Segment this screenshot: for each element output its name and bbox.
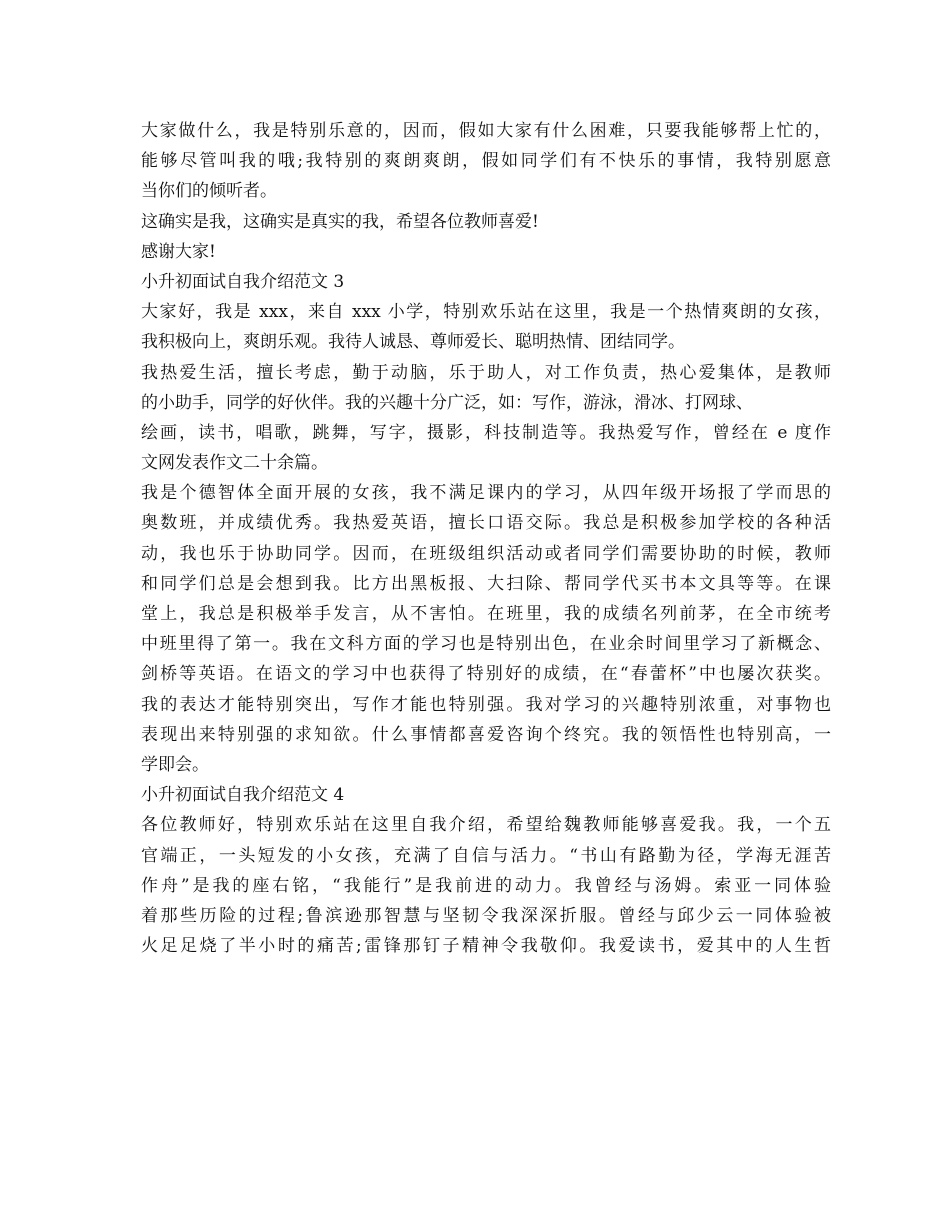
text-line: 堂上，我总是积极举手发言，从不害怕。在班里，我的成绩名列前茅，在全市统考	[141, 604, 831, 624]
text-line: 官端正，一头短发的小女孩，充满了自信与活力。“书山有路勤为径，学海无涯苦	[141, 845, 831, 866]
text-line: 剑桥等英语。在语文的学习中也获得了特别好的成绩，在“春蕾杯”中也屡次获奖。	[141, 664, 831, 685]
text-line: 各位教师好，特别欢乐站在这里自我介绍，希望给魏教师能够喜爱我。我，一个五	[141, 815, 831, 836]
text-line: 表现出来特别强的求知欲。什么事情都喜爱咨询个终究。我的领悟性也特别高，一	[141, 724, 831, 745]
text-line: 绘画，读书，唱歌，跳舞，写字，摄影，科技制造等。我热爱写作，曾经在 e 度作	[141, 422, 831, 443]
text-line: 着那些历险的过程;鲁滨逊那智慧与坚韧令我深深折服。曾经与邱少云一同体验被	[141, 905, 831, 926]
text-line: 我的表达才能特别突出，写作才能也特别强。我对学习的兴趣特别浓重，对事物也	[141, 694, 831, 715]
text-line: 的小助手，同学的好伙伴。我的兴趣十分广泛，如：写作，游泳，滑冰、打网球、	[141, 392, 753, 413]
text-line: 作舟”是我的座右铭，“我能行”是我前进的动力。我曾经与汤姆。索亚一同体验	[141, 875, 831, 896]
text-line: 和同学们总是会想到我。比方出黑板报、大扫除、帮同学代买书本文具等等。在课	[141, 573, 831, 594]
section-heading: 小升初面试自我介绍范文 3	[141, 271, 345, 292]
text-line: 中班里得了第一。我在文科方面的学习也是特别出色，在业余时间里学习了新概念、	[141, 634, 831, 655]
text-line: 我积极向上，爽朗乐观。我待人诚恳、尊师爱长、聪明热情、团结同学。	[141, 332, 685, 353]
text-line: 感谢大家!	[141, 241, 216, 262]
text-line: 文网发表作文二十余篇。	[141, 453, 328, 474]
text-line: 学即会。	[141, 754, 209, 775]
text-line: 火足足烧了半小时的痛苦;雷锋那钉子精神令我敬仰。我爱读书，爱其中的人生哲	[141, 936, 831, 957]
text-line: 大家做什么，我是特别乐意的，因而，假如大家有什么困难，只要我能够帮上忙的，	[141, 121, 831, 141]
text-line: 我是个德智体全面开展的女孩，我不满足课内的学习，从四年级开场报了学而思的	[141, 483, 831, 504]
document-body	[141, 116, 831, 961]
section-heading: 小升初面试自我介绍范文 4	[141, 785, 345, 806]
text-line: 动，我也乐于协助同学。因而，在班级组织活动或者同学们需要协助的时候，教师	[141, 543, 831, 564]
text-line: 我热爱生活，擅长考虑，勤于动脑，乐于助人，对工作负责，热心爱集体，是教师	[141, 362, 831, 383]
text-line: 能够尽管叫我的哦;我特别的爽朗爽朗，假如同学们有不快乐的事情，我特别愿意	[141, 151, 831, 172]
text-line: 奥数班，并成绩优秀。我热爱英语，擅长口语交际。我总是积极参加学校的各种活	[141, 513, 831, 534]
text-line: 这确实是我，这确实是真实的我，希望各位教师喜爱!	[141, 211, 539, 232]
text-line: 大家好，我是 xxx，来自 xxx 小学，特别欢乐站在这里，我是一个热情爽朗的女孩，	[141, 302, 831, 323]
text-line: 当你们的倾听者。	[141, 181, 277, 202]
